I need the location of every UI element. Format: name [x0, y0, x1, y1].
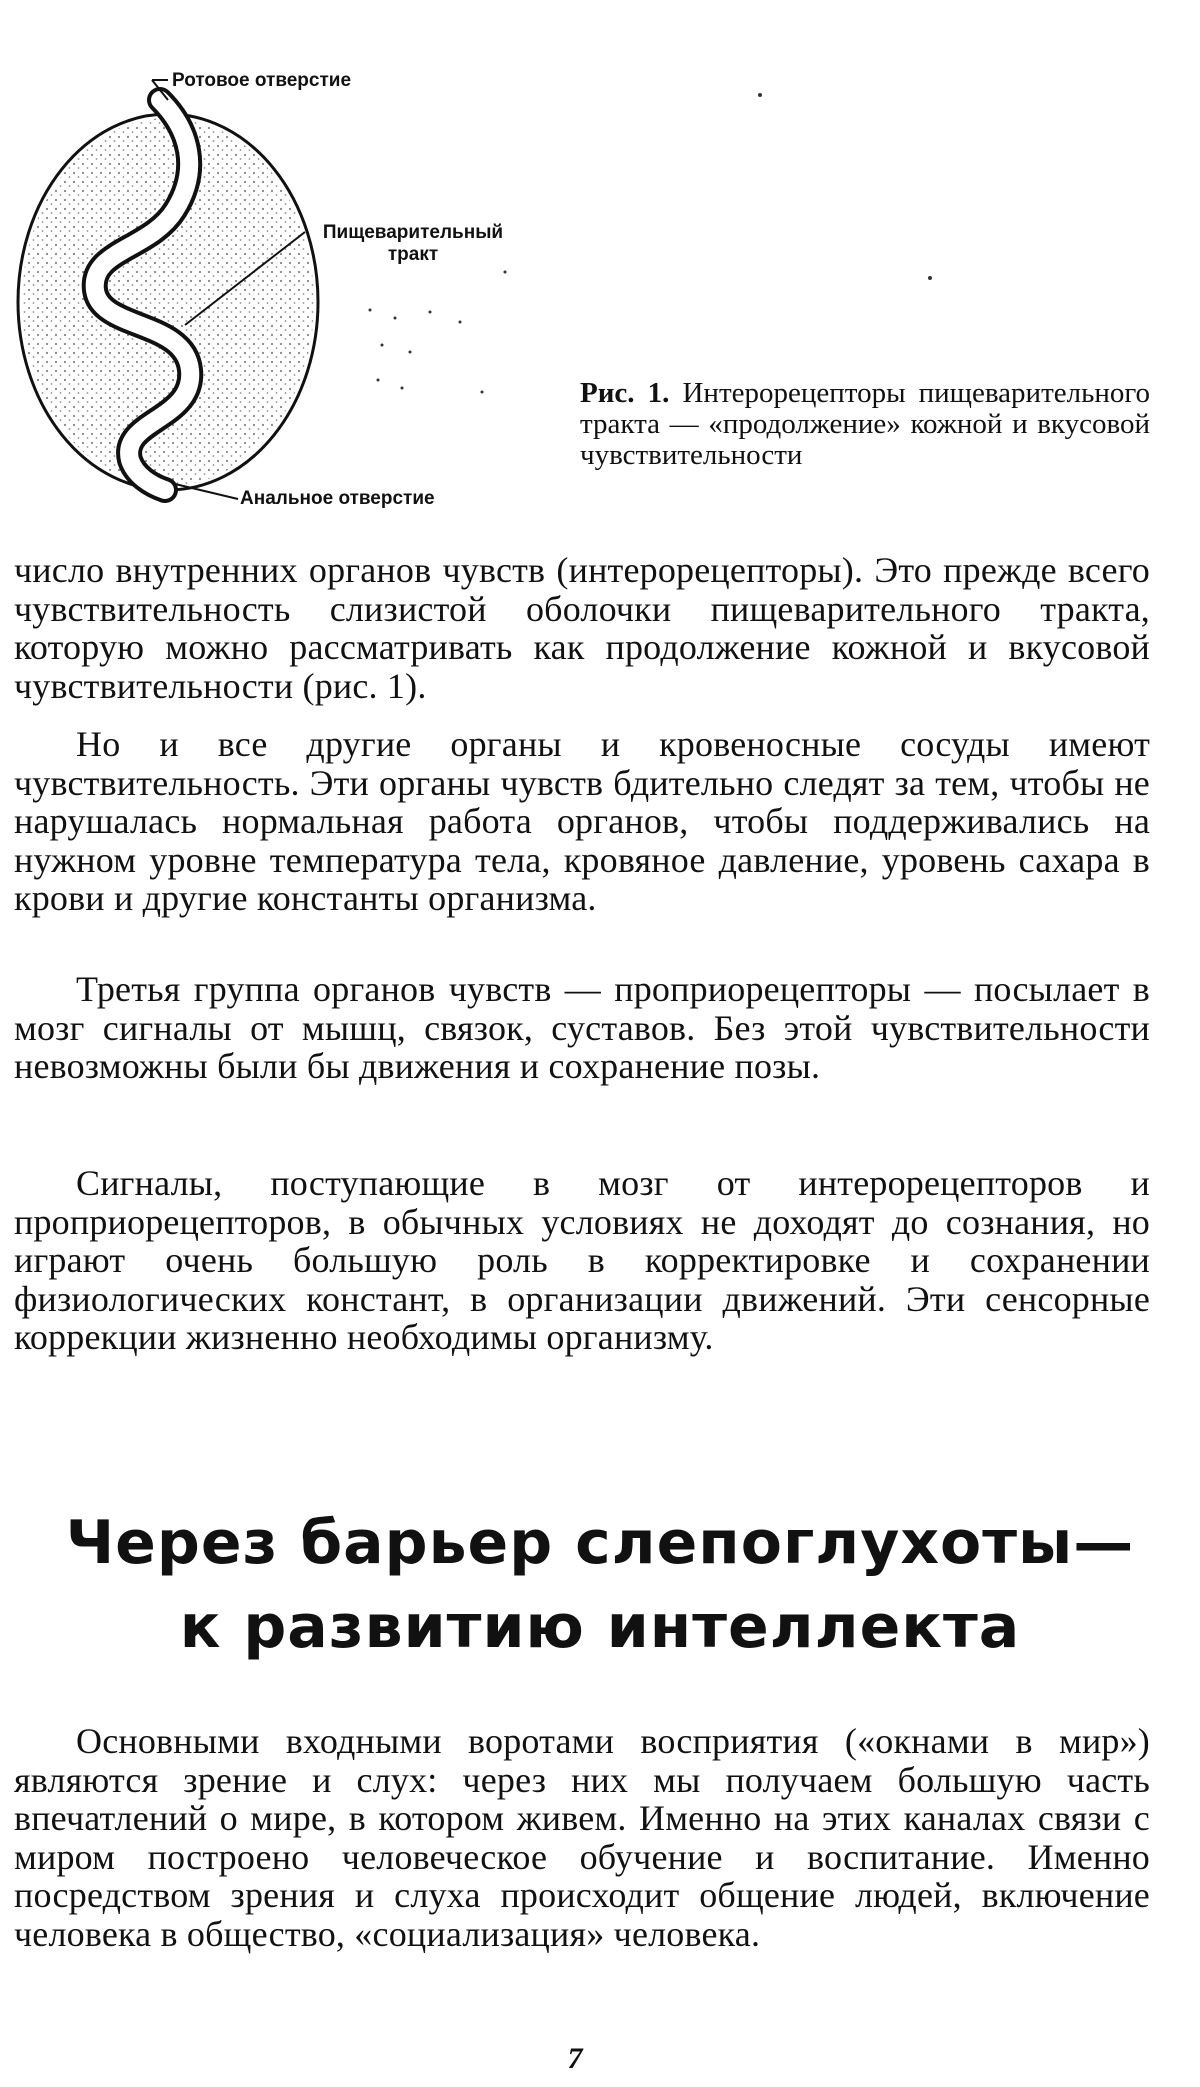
- figure-interoreceptors: [0, 0, 1200, 540]
- paragraph-3: Третья группа органов чувств — проприорецепторы — посылает в мозг сигналы от мышц, связок, суставов. Без этой чувствительности невозможны были бы движения и сохранение позы.: [14, 969, 1150, 1086]
- paragraph-2: Но и все другие органы и кровеносные сосуды имеют чувствительность. Эти органы чувств бдительно следят за тем, чтобы не нарушалась нормальная работа органов, чтобы поддерживались на нужном уровне температура тела, кровяное давление, уровень сахара в крови и другие константы организма.: [14, 724, 1150, 918]
- label-mouth: Ротовое отверстие: [172, 70, 352, 91]
- paragraph-4: Сигналы, поступающие в мозг от интерорецепторов и проприорецепторов, в обычных условиях не доходят до сознания, но играют очень большую роль в корректировке и сохранении физиологических констант, в организации движений. Эти сенсорные коррекции жизненно необходимы организму.: [14, 1163, 1150, 1357]
- figure-caption: [580, 378, 1150, 471]
- section-paragraph: Основными входными воротами восприятия («окнами в мир») являются зрение и слух: через них мы получаем большую часть впечатлений о мире, в котором живем. Именно на этих каналах связи с миром построено человеческое обучение и воспитание. Именно посредством зрения и слуха происходит общение людей, включение человека в общество, «социализация» человека.: [14, 1721, 1150, 1954]
- label-digestive-tract: Пищеварительный тракт: [322, 222, 504, 265]
- caption-text: Интерорецепторы пищеварительного тракта — «продолжение» кожной и вкусовой чувствительности: [580, 377, 1151, 471]
- caption-label: Рис. 1.: [580, 377, 670, 409]
- section-title-line-1: Через барьер слепоглухоты—: [65, 1508, 1135, 1578]
- paragraph-1: число внутренних органов чувств (интерорецепторы). Это прежде всего чувствительность слизистой оболочки пищеварительного тракта, которую можно рассматривать как продолжение кожной и вкусовой чувствительности (рис. 1).: [14, 550, 1150, 706]
- section-title-line-2: к развитию интеллекта: [179, 1592, 1021, 1662]
- label-anus: Анальное отверстие: [240, 488, 435, 509]
- page-number: 7: [567, 2042, 583, 2075]
